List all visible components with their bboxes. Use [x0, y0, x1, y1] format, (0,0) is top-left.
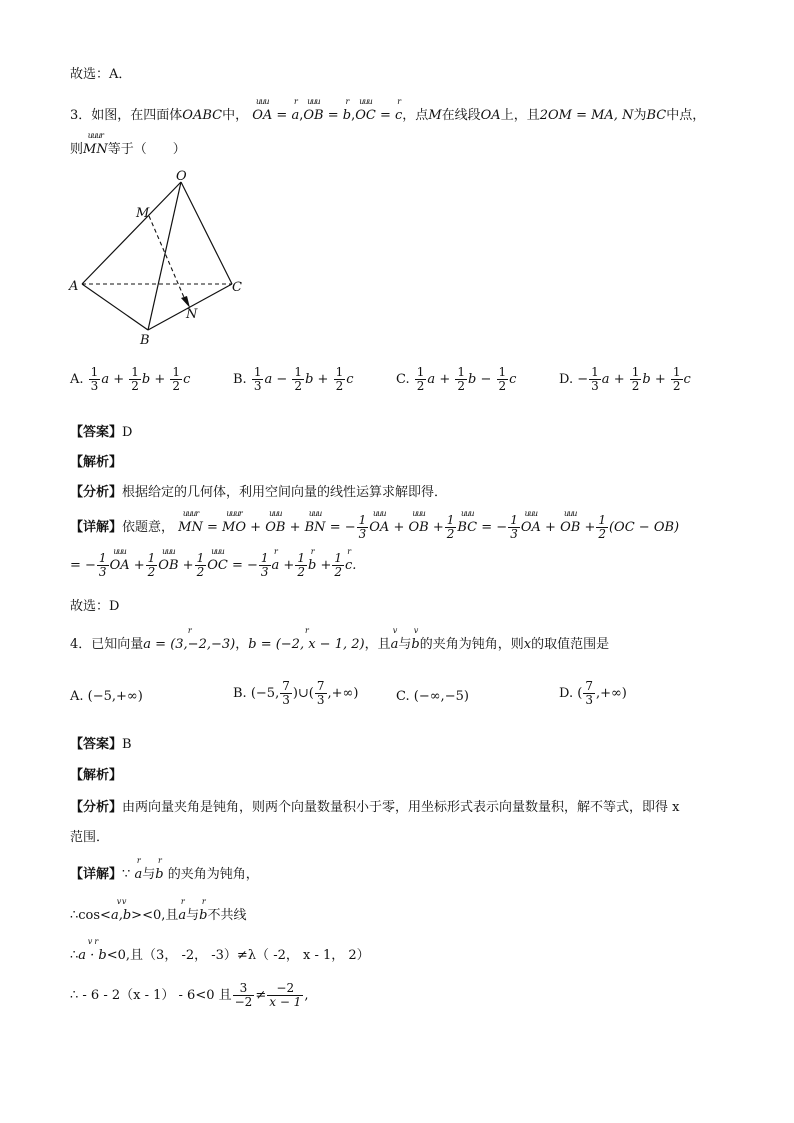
stem-text: 则 [70, 142, 84, 157]
option-c: C. $\frac{1}{2}$ a + $\frac{1}{2}$ b − $\frac{1}{2}$ c [396, 365, 517, 393]
segment-oa: OA [480, 108, 501, 123]
point-m: M [428, 108, 442, 123]
question-3-stem-line2 [70, 131, 186, 159]
label-c: C [232, 280, 242, 295]
label-m: M [136, 206, 150, 221]
q4-option-a: A. (−5,+∞) [70, 689, 143, 704]
label-o: O [176, 170, 187, 184]
vector-ob: uuu OB [303, 97, 324, 123]
xiangjie-line-4d: ∴ - 6 - 2（x - 1） - 6<0 且 $\frac{3}{-2}$ ≠ $\frac{-2}{x - 1}$ , [70, 981, 309, 1009]
stem-text: 等于（ ） [107, 142, 186, 157]
option-a: A. $\frac{1}{3}$ a + $\frac{1}{2}$ b + $\frac{1}{2}$ c [70, 365, 191, 393]
stem-text: 上，且 [500, 108, 540, 123]
question-number: 3． [70, 108, 92, 123]
label-a: A [69, 279, 79, 294]
answer-line-4: 【答案】B [70, 737, 132, 752]
vector-c: r c [395, 97, 403, 123]
xiangjie-line-3: 【详解】依题意， uuur MN = uuur MO + uuu OB + uuu BN = − $\frac{1}{3}$ uuu OA + uuu OB + $\frac{1}{2}$ uuu BC = − $\frac{1}{3}$ uuu OA + uuu OB + $\frac{1}{2}$ (OC − OB) [70, 509, 680, 541]
stem-text: 在线段 [441, 108, 481, 123]
vector-oc: uuu OC [355, 97, 376, 123]
edge-ob [148, 182, 181, 330]
label-n: N [186, 307, 198, 322]
edge-oa [82, 182, 181, 284]
segment-bc: BC [646, 108, 667, 123]
question-4-stem: 4．已知向量 r a = (3,−2,−3)， r b = (−2, x − 1, 2)，且 v a与 v b的夹角为钝角，则x的取值范围是 [70, 626, 610, 652]
xiangjie-line-4b: ∴cos< v v a,b><0,且 r a与 r b不共线 [70, 897, 247, 923]
vector-oa: uuu OA [252, 97, 273, 123]
option-d: D. − $\frac{1}{3}$ a + $\frac{1}{2}$ b + $\frac{1}{2}$ c [559, 365, 691, 393]
q4-option-c: C. (−∞,−5) [396, 689, 469, 704]
vector-mn-dashed [149, 216, 186, 302]
edge-oc [181, 182, 232, 284]
vector-a: r a [291, 97, 300, 123]
vector-mn: uuur MN [83, 131, 108, 157]
tetrahedron-name: OABC [182, 108, 223, 123]
analysis-heading-4: 【解析】 [70, 768, 123, 783]
stem-text: 如图，在四面体 [91, 108, 183, 123]
fenxi-line-4: 【分析】由两向量夹角是钝角，则两个向量数量积小于零，用坐标形式表示向量数量积，解不等式，即得 x [70, 800, 680, 815]
option-b: B. $\frac{1}{3}$ a − $\frac{1}{2}$ b + $\frac{1}{2}$ c [233, 365, 354, 393]
final-answer-3: 故选：D [70, 599, 120, 614]
analysis-heading-3: 【解析】 [70, 455, 123, 470]
edge-ab [82, 284, 148, 330]
vector-b: r b [342, 97, 352, 123]
previous-answer-line: 故选：A． [70, 67, 132, 82]
xiangjie-line-4: 【详解】∵ r a与 r b 的夹角为钝角， [70, 856, 259, 882]
stem-text: ，点 [402, 108, 429, 123]
label-b: B [140, 333, 150, 348]
condition: 2OM = MA, N [539, 108, 634, 123]
question-3-stem: 3．如图，在四面体OABC中， uuu OA = r a, uuu OB = r b, uuu OC = r c，点M在线段OA上，且2OM = MA, N为BC中点， [70, 97, 706, 123]
tetrahedron-figure [66, 170, 256, 350]
xiangjie-line-3b: = − $\frac{1}{3}$ uuu OA + $\frac{1}{2}$ uuu OB + $\frac{1}{2}$ uuu OC = − $\frac{1}{3}$ r a + $\frac{1}{2}$ r b + $\frac{1}{2}$ r c. [70, 547, 357, 579]
fenxi-line-4b: 范围． [70, 830, 110, 845]
stem-text: 中， [222, 108, 249, 123]
stem-text: 为 [633, 108, 647, 123]
q4-option-b: B. (−5, $\frac{7}{3}$ )∪( $\frac{7}{3}$ ,+∞) [233, 679, 359, 707]
stem-text: 中点， [666, 108, 706, 123]
xiangjie-line-4c: ∴ v r a · b<0,且（3， -2， -3）≠λ（ -2， x - 1， 2） [70, 937, 370, 963]
fenxi-line-3: 【分析】根据给定的几何体，利用空间向量的线性运算求解即得． [70, 485, 448, 500]
q4-option-d: D. ( $\frac{7}{3}$ ,+∞) [559, 679, 627, 707]
answer-line-3: 【答案】D [70, 425, 133, 440]
